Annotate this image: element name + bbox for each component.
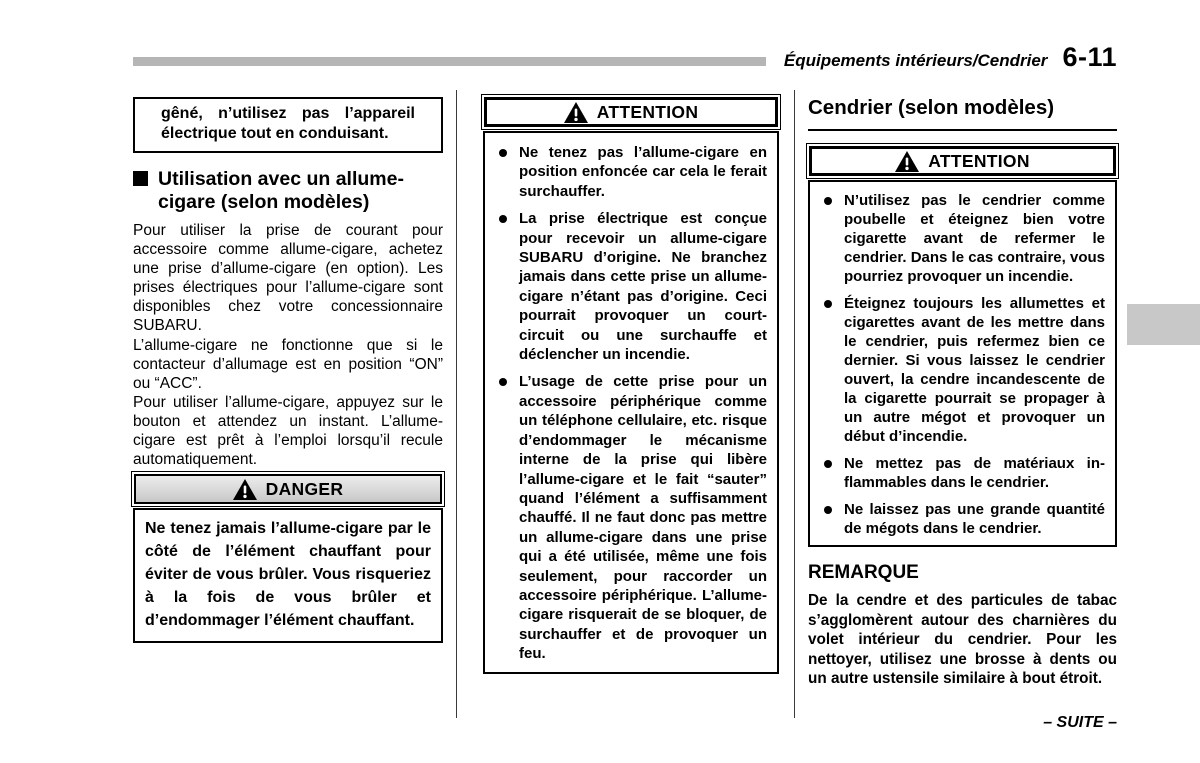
attention-header <box>484 97 778 127</box>
list-item <box>491 143 767 201</box>
attention-label: ATTENTION <box>928 150 1030 171</box>
danger-body-box: Ne tenez jamais l’allume-cigare par le côté de l’élément chauffant pour éviter de vous brûler. Vous risqueriez à la fois de vous brûler et d’endommager l’élément chauffant. <box>133 508 443 643</box>
paragraph: L’allume-cigare ne fonctionne que si le contacteur d’allumage est en position “ON” ou “ACC”. <box>133 337 443 392</box>
section-heading-cendrier: Cendrier (selon modèles) <box>808 96 1117 131</box>
bullet-icon <box>824 300 832 308</box>
danger-label: DANGER <box>265 478 344 499</box>
bullet-text: Ne mettez pas de matériaux inflammables dans le cendrier. <box>844 455 1105 491</box>
chapter-thumb-tab <box>1127 304 1200 345</box>
attention-label: ATTENTION <box>596 101 699 122</box>
bullet-icon <box>499 378 507 386</box>
bullet-icon <box>824 460 832 468</box>
warning-triangle-icon <box>233 479 257 500</box>
list-item <box>491 209 767 364</box>
bullet-text: L’usage de cette prise pour un accessoire périphérique comme un téléphone cellulaire, etc. risque d’endommager le mécanisme interne de la prise qui libère l’allume-cigare et le fait “sauter” quand l’élément a suffisamment chauffé. Il ne faut donc pas mettre un allume-cigare dans une prise qui a été utilisée, même une fois seulement, pour raccorder un accessoire périphérique. L’allume-cigare risquerait de se bloquer, de surchauffer et de provoquer un feu. <box>519 373 767 663</box>
section-marker-square <box>133 171 148 186</box>
list-item <box>816 454 1105 492</box>
bullet-icon <box>824 197 832 205</box>
paragraph: Pour utiliser la prise de courant pour accessoire comme allume-cigare, achetez une prise d’allume-cigare (en option). Les prises électriques pour l’allume-cigare sont disponibles chez votre concessionnaire SUBARU. <box>133 222 443 334</box>
bullet-icon <box>499 215 507 223</box>
bullet-text: Ne laissez pas une grande quantité de mégots dans le cendrier. <box>844 501 1105 537</box>
column-divider-left <box>456 90 457 718</box>
page-header-title: Équipements intérieurs/Cendrier <box>783 51 1048 70</box>
list-item <box>816 294 1105 446</box>
column-divider-right <box>794 90 795 718</box>
section-heading-allume-cigare <box>133 168 445 214</box>
note-heading: REMARQUE <box>808 562 919 583</box>
bullet-icon <box>499 149 507 157</box>
attention-body-box <box>483 131 779 674</box>
attention-header <box>809 146 1116 176</box>
warning-triangle-icon <box>564 102 588 123</box>
list-item <box>816 500 1105 538</box>
page-number: 6-11 <box>1062 42 1117 72</box>
danger-header <box>134 474 442 504</box>
paragraph: Pour utiliser l’allume-cigare, appuyez sur le bouton et attendez un instant. L’allume-cigare est prêt à l’emploi lorsqu’il recule automatiquement. <box>133 394 443 468</box>
bullet-text: La prise électrique est conçue pour recevoir un allume-cigare SUBARU d’origine. Ne branchez jamais dans cette prise un allume-cigare n’étant pas d’origine. Ceci pourrait provoquer un court-circuit ou une surchauffe et déclencher un incendie. <box>519 210 767 364</box>
attention-body-box <box>808 180 1117 547</box>
bullet-icon <box>824 506 832 514</box>
list-item <box>816 191 1105 286</box>
section-heading-label: Utilisation avec un allume-cigare (selon modèles) <box>158 168 404 213</box>
carryover-warning-box: gêné, n’utilisez pas l’appareil électrique tout en conduisant. <box>133 97 443 153</box>
continuation-marker: – SUITE – <box>1043 714 1117 731</box>
bullet-text: Éteignez toujours les allumettes et cigarettes avant de les mettre dans le cendrier, puis refermez bien ce dernier. Si vous laissez le cendrier ouvert, la cendre incandescente de la cigarette pourrait se propager à un autre mégot et provoquer un début d’incendie. <box>844 295 1105 445</box>
bullet-text: Ne tenez pas l’allume-cigare en position enfoncée car cela le ferait surchauffer. <box>519 144 767 200</box>
bullet-text: N’utilisez pas le cendrier comme poubelle et éteignez bien votre cigarette avant de refermer le cendrier. Dans le cas contraire, vous pourriez provoquer un incendie. <box>844 192 1105 285</box>
page-header <box>766 42 1117 73</box>
list-item <box>491 372 767 663</box>
note-text: De la cendre et des particules de tabac s’agglomèrent autour des charnières du volet intérieur du cendrier. Pour les nettoyer, utilisez une brosse à dents ou un autre ustensile similaire à bout étroit. <box>808 592 1117 688</box>
warning-triangle-icon <box>895 151 919 172</box>
